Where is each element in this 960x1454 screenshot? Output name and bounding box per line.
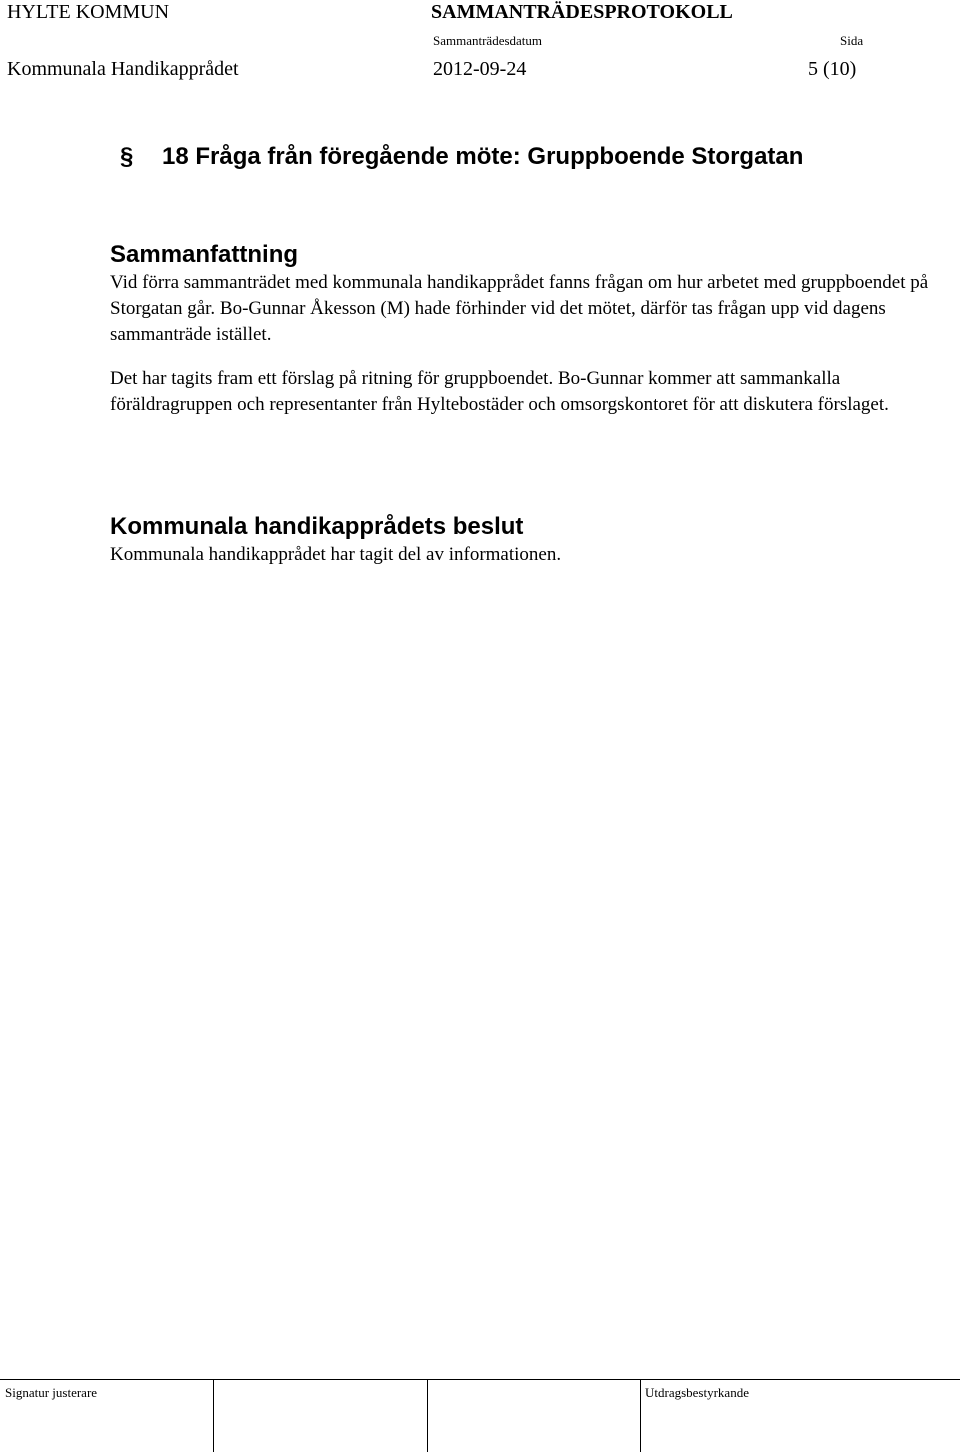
- meeting-date: 2012-09-24: [433, 58, 527, 80]
- footer-rule: [0, 1379, 960, 1380]
- page-number: 5 (10): [808, 58, 857, 80]
- document-type: SAMMANTRÄDESPROTOKOLL: [431, 1, 733, 23]
- summary-section: [110, 240, 930, 418]
- summary-paragraph: Det har tagits fram ett förslag på ritning för gruppboendet. Bo-Gunnar kommer att sammankalla föräldragruppen och representanter från Hyltebostäder och omsorgskontoret för att diskutera förslaget.: [110, 368, 889, 415]
- decision-text: Kommunala handikapprådet har tagit del av informationen.: [110, 544, 562, 565]
- page-label: Sida: [840, 33, 864, 48]
- decision-section: [110, 512, 930, 568]
- signature-label: Signatur justerare: [5, 1385, 98, 1400]
- extract-certification-label: Utdragsbestyrkande: [645, 1385, 749, 1400]
- summary-heading: Sammanfattning: [110, 241, 299, 268]
- paragraph-symbol: §: [120, 143, 134, 170]
- item-heading: [120, 143, 803, 171]
- organization-name: HYLTE KOMMUN: [7, 1, 170, 23]
- item-heading-text: 18 Fråga från föregående möte: Gruppboende Storgatan: [162, 143, 804, 170]
- meeting-date-label: Sammanträdesdatum: [433, 33, 543, 48]
- summary-paragraph: Vid förra sammanträdet med kommunala handikapprådet fanns frågan om hur arbetet med gruppboendet på Storgatan går. Bo-Gunnar Åkesson (M) hade förhinder vid det mötet, därför tas frågan upp vid dagens sammanträde istället.: [110, 272, 929, 345]
- footer-column-divider: [213, 1380, 214, 1452]
- footer-column-divider: [640, 1380, 641, 1452]
- decision-heading: Kommunala handikapprådets beslut: [110, 513, 524, 540]
- footer-column-divider: [427, 1380, 428, 1452]
- committee-name: Kommunala Handikapprådet: [7, 58, 239, 80]
